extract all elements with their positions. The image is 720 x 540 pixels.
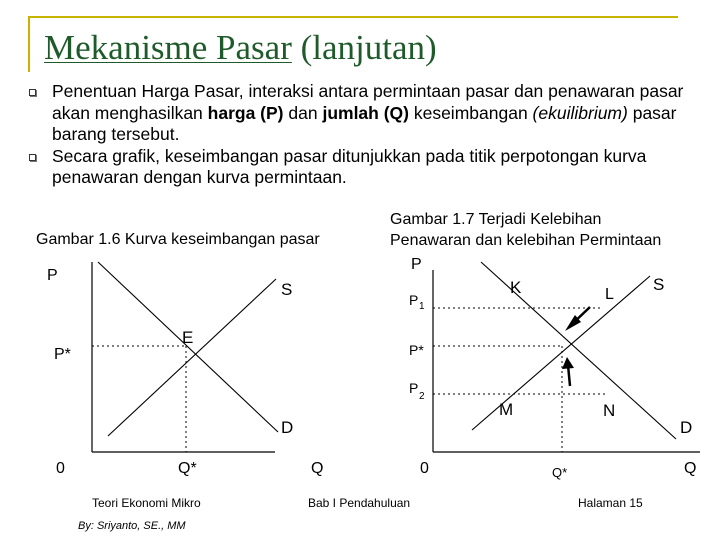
figure1-caption: Gambar 1.6 Kurva keseimbangan pasar bbox=[36, 231, 320, 248]
fig2-origin-label: 0 bbox=[420, 460, 429, 477]
title-main: Mekanisme Pasar bbox=[44, 28, 292, 67]
fig1-origin-label: 0 bbox=[56, 460, 65, 477]
title-suffix: (lanjutan) bbox=[291, 28, 437, 67]
figure2-caption-line2: Penawaran dan kelebihan Permintaan bbox=[390, 232, 662, 249]
fig1-demand-label: D bbox=[281, 418, 294, 437]
fig2-demand-label: D bbox=[680, 418, 693, 437]
bold-text-run: jumlah (Q) bbox=[322, 102, 409, 123]
footer-page-number: Halaman 15 bbox=[578, 496, 643, 510]
fig2-l-label: L bbox=[605, 286, 614, 303]
fig1-qstar-label: Q* bbox=[178, 460, 197, 477]
fig1-q-axis-label: Q bbox=[311, 460, 324, 477]
text-run: pasar barang tersebut. bbox=[52, 102, 677, 144]
fig2-p1-label bbox=[409, 292, 425, 312]
fig2-p1-subscript: 1 bbox=[419, 301, 425, 312]
fig2-n-label: N bbox=[603, 401, 616, 420]
text-run: dan bbox=[283, 102, 323, 123]
fig2-m-label: M bbox=[499, 400, 514, 419]
fig2-p2-text: P bbox=[409, 380, 419, 396]
fig2-qstar-label: Q* bbox=[552, 465, 568, 480]
fig2-p-axis-label: P bbox=[411, 256, 422, 273]
fig1-supply-label: S bbox=[281, 280, 293, 299]
footer-chapter: Bab I Pendahuluan bbox=[308, 496, 411, 510]
fig2-p1-text: P bbox=[409, 292, 419, 308]
fig2-q-axis-label: Q bbox=[684, 460, 697, 477]
fig2-supply-label: S bbox=[653, 275, 665, 294]
fig1-equilibrium-label: E bbox=[182, 328, 194, 347]
bold-text-run: harga (P) bbox=[207, 102, 284, 123]
fig2-excess-supply-arrow bbox=[565, 307, 590, 331]
footer-course-title: Teori Ekonomi Mikro bbox=[92, 496, 201, 510]
text-run: Penentuan Harga Pasar, interaksi antara permintaan pasar dan penawaran pasar akan menghasilkan bbox=[52, 81, 684, 123]
italic-text-run: (ekuilibrium) bbox=[532, 102, 628, 123]
text-run: keseimbangan bbox=[408, 102, 533, 123]
fig1-p-axis-label: P bbox=[47, 267, 58, 284]
fig1-pstar-label: P* bbox=[54, 346, 71, 363]
figure2-caption-line1: Gambar 1.7 Terjadi Kelebihan bbox=[390, 211, 602, 228]
fig2-pstar-label: P* bbox=[409, 342, 424, 358]
fig2-excess-demand-arrow bbox=[562, 357, 574, 386]
footer-author: By: Sriyanto, SE., MM bbox=[78, 520, 186, 532]
text-run: Secara grafik, keseimbangan pasar ditunjukkan pada titik perpotongan kurva penawaran dengan kurva permintaan. bbox=[52, 145, 647, 187]
fig2-p2-label bbox=[409, 380, 425, 402]
fig2-p2-subscript: 2 bbox=[419, 391, 425, 402]
fig2-k-label: K bbox=[510, 278, 522, 297]
